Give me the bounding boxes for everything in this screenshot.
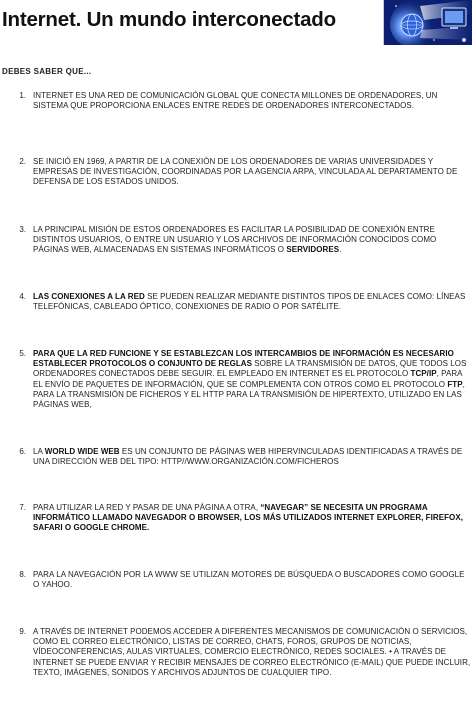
item-text: [33, 292, 472, 312]
item-text: [33, 349, 472, 410]
body-text: SOBRE LA TRANSMISIÓN DE DATOS, QUE TODOS LOS ORDENADORES CONECTADOS DEBE SEGUIR. EL EMPLEADO EN INTERNET ES EL PROTOCOLO: [33, 359, 467, 379]
globe-network-logo: [383, 0, 472, 45]
body-text: ES UN CONJUNTO DE PÁGINAS WEB HIPERVINCULADAS IDENTIFICADAS A TRAVÉS DE UNA DIRECCIÓN WEB DEL TIPO: HTTP//WWW.ORGANIZACIÓN.COM/FICHEROS: [33, 447, 463, 467]
body-text: SE INICIÓ EN 1969, A PARTIR DE LA CONEXIÓN DE LOS ORDENADORES DE VARIAS UNIVERSIDADES Y EMPRESAS DE INVESTIGACIÓN, COORDINADAS POR LA AGENCIA ARPA, VINCULADA AL DEPARTAMENTO DE DEFENSA DE LOS ESTADOS UNIDOS.: [33, 157, 458, 187]
body-text: LA: [33, 447, 45, 456]
body-text: .: [339, 245, 342, 255]
emphasis-text: WORLD WIDE WEB: [44, 447, 120, 456]
item-text: [33, 503, 472, 534]
emphasis-text: “NAVEGAR” SE NECESITA UN PROGRAMA INFORMÁTICO LLAMADO NAVEGADOR O BROWSER, LOS MÁS UTILIZADOS INTERNET EXPLORER, FIREFOX, SAFARI O GOOGLE CHROME.: [33, 503, 463, 533]
item-text: [33, 91, 472, 111]
body-text: SE PUEDEN REALIZAR MEDIANTE DISTINTOS TIPOS DE ENLACES COMO: LÍNEAS TELEFÓNICAS, CABLEADO ÓPTICO, CONEXIONES DE RADIO O POR SATÉLITE.: [33, 292, 466, 312]
emphasis-text: SERVIDORES: [286, 245, 340, 255]
emphasis-text: FTP: [447, 379, 463, 389]
body-text: PARA UTILIZAR LA RED Y PASAR DE UNA PÁGINA A OTRA,: [33, 503, 261, 512]
item-number: 9.: [19, 627, 26, 636]
body-text: LA PRINCIPAL MISIÓN DE ESTOS ORDENADORES ES FACILITAR LA POSIBILIDAD DE CONEXIÓN ENTRE DISTINTOS USUARIOS, O ENTRE UN USUARIO Y LOS ARCHIVOS DE INFORMACIÓN CONOCIDOS COMO PÁGINAS WEB, ALMACENADAS EN SISTEMAS INFORMÁTICOS O: [33, 225, 437, 255]
emphasis-text: PARA QUE LA RED FUNCIONE Y SE ESTABLEZCAN LOS INTERCAMBIOS DE INFORMACIÓN ES NECESARIO ESTABLECER PROTOCOLOS O CONJUNTO DE REGLAS: [33, 349, 454, 369]
page-title: Internet. Un mundo interconectado: [2, 8, 336, 31]
item-number: 6.: [19, 447, 26, 456]
item-number: 5.: [19, 349, 26, 358]
body-text: INTERNET ES UNA RED DE COMUNICACIÓN GLOBAL QUE CONECTA MILLONES DE ORDENADORES, UN SISTEMA QUE PROPORCIONA ENLACES ENTRE REDES DE ORDENADORES INTERCONECTADOS.: [33, 91, 438, 111]
item-text: [33, 157, 472, 188]
item-number: 8.: [19, 570, 26, 579]
body-text: , PARA EL ENVÍO DE PAQUETES DE INFORMACIÓN, QUE SE COMPLEMENTA CON OTROS COMO EL PROTOCOLO: [33, 369, 463, 389]
item-text: [33, 447, 472, 467]
body-text: A TRAVÉS DE INTERNET PODEMOS ACCEDER A DIFERENTES MECANISMOS DE COMUNICACIÓN O SERVICIOS, COMO EL CORREO ELECTRÓNICO, LISTAS DE CORREO, CHATS, FOROS, GRUPOS DE NOTICIAS, VÍDEOCONFERENCIAS, AULAS VIRTUALES, COMERCIO ELECTRÓNICO, REDES SOCIALES. • A TRAVÉS DE INTERNET SE PUEDE ENVIAR Y RECIBIR MENSAJES DE CORREO ELECTRÓNICO (E-MAIL) QUE PUEDE INCLUIR, TEXTO, IMÁGENES, SONIDOS Y ARCHIVOS ADJUNTOS DE CUALQUIER TIPO.: [33, 627, 471, 677]
item-number: 7.: [19, 503, 26, 512]
globe-network-icon: [384, 0, 472, 45]
item-number: 3.: [19, 225, 26, 234]
body-text: , PARA LA TRANSMISIÓN DE FICHEROS Y EL HTTP PARA LA TRANSMISIÓN DE HIPERTEXTO, UTILIZADO EN LAS PÁGINAS WEB,: [33, 379, 465, 410]
item-text: [33, 570, 472, 590]
item-text: [33, 225, 472, 256]
item-number: 1.: [19, 91, 26, 100]
section-subheading: DEBES SABER QUE...: [2, 67, 92, 76]
emphasis-text: LAS CONEXIONES A LA RED: [33, 292, 145, 301]
item-text: [33, 627, 472, 678]
emphasis-text: TCP/IP: [410, 369, 437, 379]
item-number: 2.: [19, 157, 26, 166]
item-number: 4.: [19, 292, 26, 301]
page-header: [0, 0, 474, 46]
body-text: PARA LA NAVEGACIÓN POR LA WWW SE UTILIZAN MOTORES DE BÚSQUEDA O BUSCADORES COMO GOOGLE O YAHOO.: [33, 570, 465, 590]
